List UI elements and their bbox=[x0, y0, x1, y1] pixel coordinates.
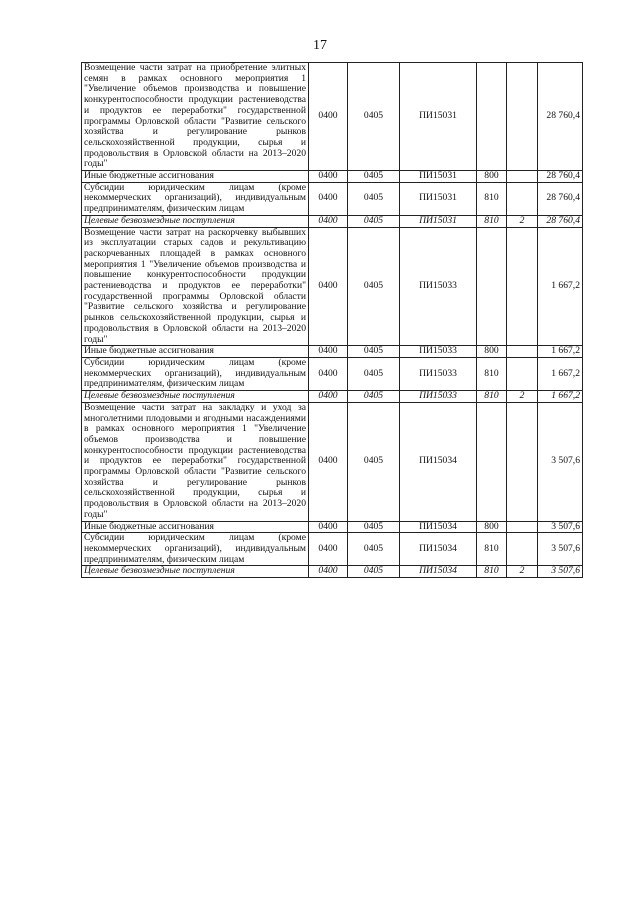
subsection-code: 0405 bbox=[348, 357, 400, 390]
budget-table bbox=[81, 62, 583, 578]
subsection-code: 0405 bbox=[348, 227, 400, 346]
amount: 1 667,2 bbox=[538, 357, 583, 390]
table-row bbox=[82, 63, 583, 171]
amount: 3 507,6 bbox=[538, 566, 583, 578]
subsection-code: 0405 bbox=[348, 391, 400, 403]
amount: 28 760,4 bbox=[538, 215, 583, 227]
subsection-code: 0405 bbox=[348, 182, 400, 215]
amount: 3 507,6 bbox=[538, 521, 583, 533]
amount: 1 667,2 bbox=[538, 346, 583, 358]
row-description: Иные бюджетные ассигнования bbox=[82, 346, 309, 358]
table-row bbox=[82, 227, 583, 346]
row-description: Субсидии юридическим лицам (кроме некоммерческих организаций), индивидуальным предпринимателям, физическим лицам bbox=[82, 357, 309, 390]
table-row bbox=[82, 566, 583, 578]
target-article-code: ПИ15034 bbox=[400, 566, 477, 578]
amount: 28 760,4 bbox=[538, 171, 583, 183]
target-article-code: ПИ15031 bbox=[400, 63, 477, 171]
table-row bbox=[82, 402, 583, 521]
row-description: Иные бюджетные ассигнования bbox=[82, 521, 309, 533]
source-code bbox=[507, 521, 538, 533]
expense-type-code: 800 bbox=[477, 171, 507, 183]
amount: 28 760,4 bbox=[538, 63, 583, 171]
row-description: Возмещение части затрат на приобретение элитных семян в рамках основного мероприятия 1 "Увеличение объемов производства и повышение конкурентоспособности продукции растениеводства и продуктов ее переработки" государственной программы Орловской области "Развитие сельского хозяйства и регулирование рынков сельскохозяйственной продукции, сырья и продовольствия в Орловской области на 2013–2020 годы" bbox=[82, 63, 309, 171]
table-row bbox=[82, 215, 583, 227]
section-code: 0400 bbox=[309, 63, 348, 171]
expense-type-code: 810 bbox=[477, 533, 507, 566]
section-code: 0400 bbox=[309, 182, 348, 215]
source-code bbox=[507, 357, 538, 390]
subsection-code: 0405 bbox=[348, 63, 400, 171]
table-row bbox=[82, 171, 583, 183]
amount: 1 667,2 bbox=[538, 391, 583, 403]
amount: 28 760,4 bbox=[538, 182, 583, 215]
section-code: 0400 bbox=[309, 171, 348, 183]
expense-type-code: 810 bbox=[477, 566, 507, 578]
source-code bbox=[507, 402, 538, 521]
target-article-code: ПИ15031 bbox=[400, 215, 477, 227]
expense-type-code: 800 bbox=[477, 346, 507, 358]
table-row bbox=[82, 521, 583, 533]
table-row bbox=[82, 391, 583, 403]
subsection-code: 0405 bbox=[348, 171, 400, 183]
row-description: Иные бюджетные ассигнования bbox=[82, 171, 309, 183]
row-description: Целевые безвозмездные поступления bbox=[82, 215, 309, 227]
section-code: 0400 bbox=[309, 521, 348, 533]
section-code: 0400 bbox=[309, 357, 348, 390]
source-code bbox=[507, 533, 538, 566]
row-description: Возмещение части затрат на закладку и уход за многолетними плодовыми и ягодными насаждениями в рамках основного мероприятия 1 "Увеличение объемов производства и повышение конкурентоспособности продукции растениеводства и продуктов ее переработки" государственной программы Орловской области "Развитие сельского хозяйства и регулирование рынков сельскохозяйственной продукции, сырья и продовольствия в Орловской области на 2013–2020 годы" bbox=[82, 402, 309, 521]
source-code bbox=[507, 346, 538, 358]
expense-type-code: 810 bbox=[477, 391, 507, 403]
expense-type-code: 810 bbox=[477, 215, 507, 227]
target-article-code: ПИ15033 bbox=[400, 346, 477, 358]
expense-type-code bbox=[477, 63, 507, 171]
source-code bbox=[507, 182, 538, 215]
source-code bbox=[507, 63, 538, 171]
target-article-code: ПИ15033 bbox=[400, 357, 477, 390]
row-description: Субсидии юридическим лицам (кроме некоммерческих организаций), индивидуальным предпринимателям, физическим лицам bbox=[82, 182, 309, 215]
target-article-code: ПИ15031 bbox=[400, 171, 477, 183]
subsection-code: 0405 bbox=[348, 215, 400, 227]
subsection-code: 0405 bbox=[348, 533, 400, 566]
expense-type-code: 810 bbox=[477, 182, 507, 215]
target-article-code: ПИ15034 bbox=[400, 402, 477, 521]
section-code: 0400 bbox=[309, 215, 348, 227]
expense-type-code bbox=[477, 227, 507, 346]
source-code bbox=[507, 227, 538, 346]
amount: 3 507,6 bbox=[538, 402, 583, 521]
target-article-code: ПИ15034 bbox=[400, 521, 477, 533]
section-code: 0400 bbox=[309, 533, 348, 566]
page-number: 17 bbox=[313, 38, 327, 53]
target-article-code: ПИ15033 bbox=[400, 227, 477, 346]
subsection-code: 0405 bbox=[348, 402, 400, 521]
section-code: 0400 bbox=[309, 346, 348, 358]
section-code: 0400 bbox=[309, 566, 348, 578]
amount: 3 507,6 bbox=[538, 533, 583, 566]
subsection-code: 0405 bbox=[348, 521, 400, 533]
source-code: 2 bbox=[507, 391, 538, 403]
table-row bbox=[82, 346, 583, 358]
table-row bbox=[82, 182, 583, 215]
section-code: 0400 bbox=[309, 227, 348, 346]
subsection-code: 0405 bbox=[348, 346, 400, 358]
expense-type-code: 810 bbox=[477, 357, 507, 390]
target-article-code: ПИ15033 bbox=[400, 391, 477, 403]
target-article-code: ПИ15034 bbox=[400, 533, 477, 566]
target-article-code: ПИ15031 bbox=[400, 182, 477, 215]
source-code bbox=[507, 171, 538, 183]
source-code: 2 bbox=[507, 566, 538, 578]
amount: 1 667,2 bbox=[538, 227, 583, 346]
row-description: Целевые безвозмездные поступления bbox=[82, 391, 309, 403]
expense-type-code bbox=[477, 402, 507, 521]
row-description: Целевые безвозмездные поступления bbox=[82, 566, 309, 578]
table-row bbox=[82, 533, 583, 566]
section-code: 0400 bbox=[309, 402, 348, 521]
row-description: Субсидии юридическим лицам (кроме некоммерческих организаций), индивидуальным предпринимателям, физическим лицам bbox=[82, 533, 309, 566]
subsection-code: 0405 bbox=[348, 566, 400, 578]
row-description: Возмещение части затрат на раскорчевку выбывших из эксплуатации старых садов и рекультивацию раскорчеванных площадей в рамках основного мероприятия 1 "Увеличение объемов производства и повышение конкурентоспособности продукции растениеводства и продуктов ее переработки" государственной программы Орловской области "Развитие сельского хозяйства и регулирование рынков сельскохозяйственной продукции, сырья и продовольствия в Орловской области на 2013–2020 годы" bbox=[82, 227, 309, 346]
source-code: 2 bbox=[507, 215, 538, 227]
table-row bbox=[82, 357, 583, 390]
section-code: 0400 bbox=[309, 391, 348, 403]
expense-type-code: 800 bbox=[477, 521, 507, 533]
